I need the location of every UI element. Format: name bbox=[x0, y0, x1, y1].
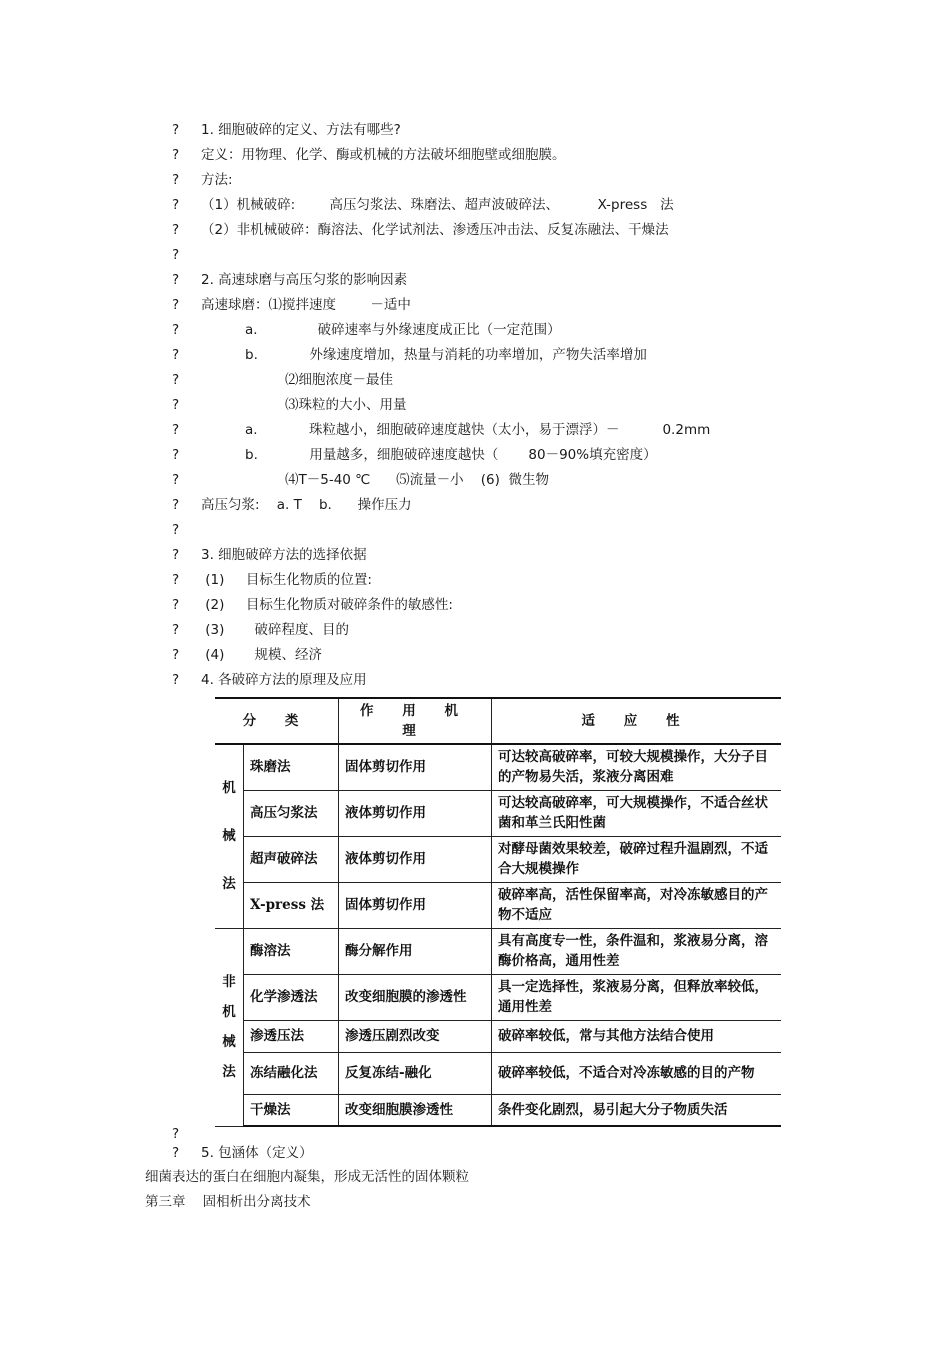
cell-mechanism: 渗透压剧烈改变 bbox=[339, 1020, 492, 1052]
cell-method-name: 渗透压法 bbox=[244, 1020, 339, 1052]
cell-applicability: 可达较高破碎率，可较大规模操作，大分子目的产物易失活，浆液分离困难 bbox=[492, 744, 782, 790]
text-line: 1. 细胞破碎的定义、方法有哪些? bbox=[201, 122, 401, 138]
paragraph-line: 细菌表达的蛋白在细胞内凝集，形成无活性的固体颗粒 bbox=[145, 1169, 469, 1185]
text-line: ⑷T－5-40 ℃ ⑸流量－小 (6) 微生物 bbox=[285, 472, 549, 488]
text-line: ⑶珠粒的大小、用量 bbox=[285, 397, 407, 413]
text-line: （1）机械破碎: 高压匀浆法、珠磨法、超声波破碎法、 X-press 法 bbox=[201, 197, 674, 213]
bullet-marker: ? bbox=[172, 322, 180, 338]
table-header-row bbox=[215, 698, 781, 744]
text-line: 5. 包涵体（定义） bbox=[201, 1145, 313, 1161]
text-line: 2. 高速球磨与高压匀浆的影响因素 bbox=[201, 272, 408, 288]
cell-applicability: 具有高度专一性，条件温和，浆液易分离，溶酶价格高，通用性差 bbox=[492, 928, 782, 974]
text-line: 高速球磨：⑴搅拌速度 －适中 bbox=[201, 297, 411, 313]
bullet-marker: ? bbox=[172, 122, 180, 138]
table-row bbox=[215, 882, 781, 928]
bullet-marker: ? bbox=[172, 472, 180, 488]
cell-applicability: 破碎率较低，常与其他方法结合使用 bbox=[492, 1020, 782, 1052]
text-line: (2) 目标生化物质对破碎条件的敏感性: bbox=[201, 597, 453, 613]
cell-method-name: 干燥法 bbox=[244, 1094, 339, 1126]
bullet-marker: ? bbox=[172, 1126, 180, 1142]
table-row bbox=[215, 1020, 781, 1052]
cell-disruption-methods-table bbox=[215, 697, 781, 1127]
cell-applicability: 可达较高破碎率，可大规模操作，不适合丝状菌和革兰氏阳性菌 bbox=[492, 790, 782, 836]
cell-mechanism: 固体剪切作用 bbox=[339, 744, 492, 790]
cell-mechanism: 酶分解作用 bbox=[339, 928, 492, 974]
bullet-marker: ? bbox=[172, 597, 180, 613]
bullet-marker: ? bbox=[172, 547, 180, 563]
text-line: (3) 破碎程度、目的 bbox=[201, 622, 349, 638]
table-row bbox=[215, 1094, 781, 1126]
text-line: a. 破碎速率与外缘速度成正比（一定范围） bbox=[245, 322, 561, 338]
cell-method-name: 高压匀浆法 bbox=[244, 790, 339, 836]
bullet-marker: ? bbox=[172, 447, 180, 463]
bullet-marker: ? bbox=[172, 522, 180, 538]
cell-method-name: X-press 法 bbox=[244, 882, 339, 928]
bullet-marker: ? bbox=[172, 347, 180, 363]
bullet-marker: ? bbox=[172, 1145, 180, 1161]
cell-method-name: 酶溶法 bbox=[244, 928, 339, 974]
cell-applicability: 破碎率较低，不适合对冷冻敏感的目的产物 bbox=[492, 1052, 782, 1094]
table-row bbox=[215, 744, 781, 790]
bullet-marker: ? bbox=[172, 497, 180, 513]
bullet-marker: ? bbox=[172, 272, 180, 288]
bullet-marker: ? bbox=[172, 222, 180, 238]
cell-applicability: 具一定选择性，浆液易分离，但释放率较低，通用性差 bbox=[492, 974, 782, 1020]
text-line: 高压匀浆: a. T b. 操作压力 bbox=[201, 497, 412, 513]
cell-method-name: 化学渗透法 bbox=[244, 974, 339, 1020]
table-row bbox=[215, 790, 781, 836]
cell-mechanism: 液体剪切作用 bbox=[339, 836, 492, 882]
table-row bbox=[215, 1052, 781, 1094]
bullet-marker: ? bbox=[172, 647, 180, 663]
bullet-marker: ? bbox=[172, 672, 180, 688]
cell-mechanism: 液体剪切作用 bbox=[339, 790, 492, 836]
text-line: 3. 细胞破碎方法的选择依据 bbox=[201, 547, 367, 563]
text-line: 定义：用物理、化学、酶或机械的方法破坏细胞壁或细胞膜。 bbox=[201, 147, 566, 163]
text-line: ⑵细胞浓度－最佳 bbox=[285, 372, 393, 388]
paragraph-line: 第三章 固相析出分离技术 bbox=[145, 1194, 311, 1210]
table-row bbox=[215, 928, 781, 974]
text-line: a. 珠粒越小，细胞破碎速度越快（太小，易于漂浮）－ 0.2mm bbox=[245, 422, 711, 438]
bullet-marker: ? bbox=[172, 622, 180, 638]
cell-mechanism: 改变细胞膜渗透性 bbox=[339, 1094, 492, 1126]
bullet-marker: ? bbox=[172, 247, 180, 263]
cell-method-name: 珠磨法 bbox=[244, 744, 339, 790]
text-line: 方法: bbox=[201, 172, 233, 188]
text-line: (4) 规模、经济 bbox=[201, 647, 322, 663]
table-row bbox=[215, 974, 781, 1020]
cell-applicability: 对酵母菌效果较差，破碎过程升温剧烈，不适合大规模操作 bbox=[492, 836, 782, 882]
bullet-marker: ? bbox=[172, 197, 180, 213]
cell-mechanism: 改变细胞膜的渗透性 bbox=[339, 974, 492, 1020]
cell-mechanism: 固体剪切作用 bbox=[339, 882, 492, 928]
bullet-marker: ? bbox=[172, 572, 180, 588]
bullet-marker: ? bbox=[172, 297, 180, 313]
group-label: 非 机 械 法 bbox=[215, 928, 244, 1126]
bullet-marker: ? bbox=[172, 372, 180, 388]
table-row bbox=[215, 836, 781, 882]
bullet-marker: ? bbox=[172, 422, 180, 438]
header-mechanism: 作 用 机 理 bbox=[339, 698, 492, 744]
text-line: b. 外缘速度增加，热量与消耗的功率增加，产物失活率增加 bbox=[245, 347, 647, 363]
cell-applicability: 条件变化剧烈，易引起大分子物质失活 bbox=[492, 1094, 782, 1126]
cell-method-name: 冻结融化法 bbox=[244, 1052, 339, 1094]
header-category: 分 类 bbox=[215, 698, 339, 744]
cell-applicability: 破碎率高，活性保留率高，对冷冻敏感目的产物不适应 bbox=[492, 882, 782, 928]
text-line: （2）非机械破碎：酶溶法、化学试剂法、渗透压冲击法、反复冻融法、干燥法 bbox=[201, 222, 669, 238]
text-line: 4. 各破碎方法的原理及应用 bbox=[201, 672, 367, 688]
cell-mechanism: 反复冻结-融化 bbox=[339, 1052, 492, 1094]
text-line: b. 用量越多，细胞破碎速度越快（ 80－90%填充密度） bbox=[245, 447, 657, 463]
bullet-marker: ? bbox=[172, 147, 180, 163]
bullet-marker: ? bbox=[172, 172, 180, 188]
cell-method-name: 超声破碎法 bbox=[244, 836, 339, 882]
header-applicability: 适 应 性 bbox=[492, 698, 782, 744]
bullet-marker: ? bbox=[172, 397, 180, 413]
text-line: (1) 目标生化物质的位置: bbox=[201, 572, 372, 588]
group-label: 机 械 法 bbox=[215, 744, 244, 928]
